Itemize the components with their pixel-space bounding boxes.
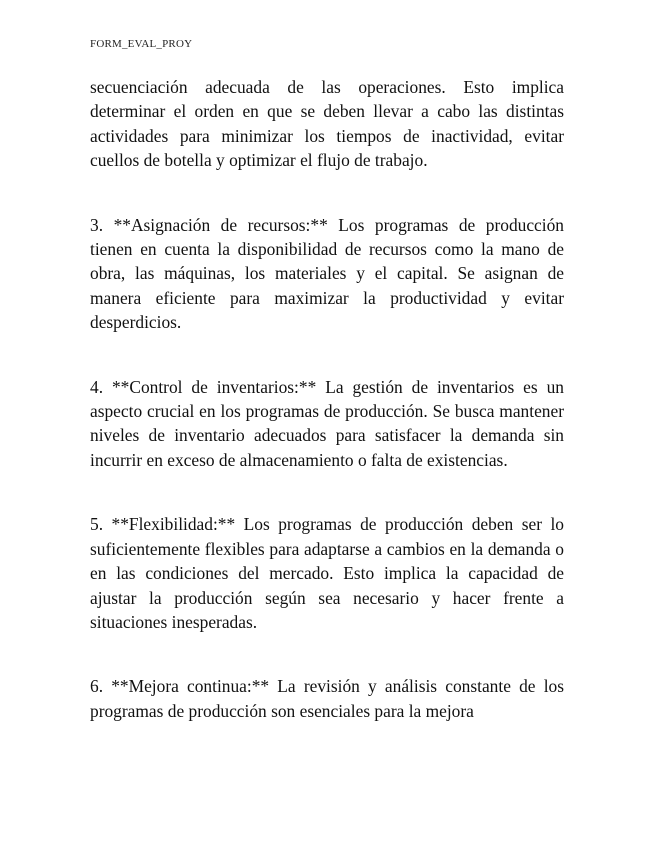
paragraph-continuation: secuenciación adecuada de las operaciones. Esto implica determinar el orden en que se deben llevar a cabo las distintas actividades para minimizar los tiempos de inactividad, evitar cuellos de botella y optimizar el flujo de trabajo.: [90, 77, 564, 171]
paragraph-mejora-continua: 6. **Mejora continua:** La revisión y análisis constante de los programas de producción son esenciales para la mejora: [90, 676, 564, 721]
document-body: [90, 75, 564, 723]
paragraph-control-inventarios: 4. **Control de inventarios:** La gestión de inventarios es un aspecto crucial en los programas de producción. Se busca mantener niveles de inventario adecuados para satisfacer la demanda sin incurrir en exceso de almacenamiento o falta de existencias.: [90, 376, 564, 470]
paragraph-flexibilidad: 5. **Flexibilidad:** Los programas de producción deben ser lo suficientemente flexibles para adaptarse a cambios en la demanda o en las condiciones del mercado. Esto implica la capacidad de ajustar la producción según sea necesario y hacer frente a situaciones inesperadas.: [90, 514, 564, 632]
paragraph-asignacion-recursos: 3. **Asignación de recursos:** Los programas de producción tienen en cuenta la disponibilidad de recursos como la mano de obra, las máquinas, los materiales y el capital. Se asignan de manera eficiente para maximizar la productividad y evitar desperdicios.: [90, 214, 564, 333]
page-header: FORM_EVAL_PROY: [90, 38, 193, 50]
